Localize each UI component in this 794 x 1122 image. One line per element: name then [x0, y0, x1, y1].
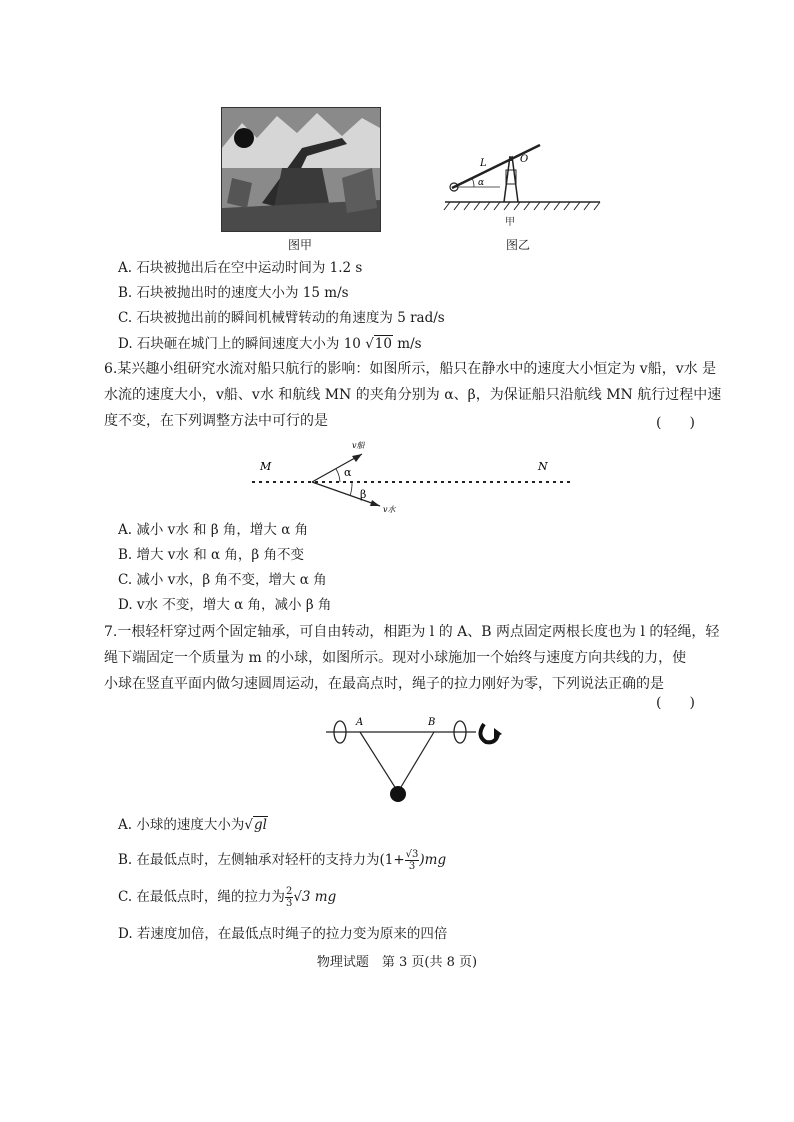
q5-option-d-radicand: 10: [374, 336, 392, 352]
q6-answer-bracket: ( ): [656, 415, 695, 431]
q6-point-M: M: [260, 460, 272, 473]
q5-option-b: B. 石块被抛出时的速度大小为 15 m/s: [118, 285, 349, 301]
fig-yi-alpha-label: α: [478, 178, 485, 188]
q6-stem-line-1: 6.某兴趣小组研究水流对船只航行的影响：如图所示，船只在静水中的速度大小恒定为 v船，v水 是: [104, 361, 717, 377]
q7-option-a-prefix: A. 小球的速度大小为: [118, 817, 245, 833]
q7-option-a: [118, 815, 268, 835]
q7-point-A: A: [356, 717, 364, 728]
fig-yi-caption: 图乙: [505, 238, 530, 252]
fig-yi-diagram: [440, 140, 605, 220]
trebuchet-photo-art: [222, 108, 380, 231]
q6-alpha-label: α: [344, 466, 352, 479]
q6-v-water-label: v水: [383, 505, 396, 514]
q7-stem: [104, 619, 720, 697]
q6-beta-label: β: [360, 488, 367, 501]
fig-yi-O-label: O: [520, 154, 529, 165]
q6-point-N: N: [538, 460, 548, 473]
q7-point-B: B: [428, 717, 436, 728]
q5-option-a: A. 石块被抛出后在空中运动时间为 1.2 s: [118, 260, 363, 276]
q7-option-c-frac-den: 3: [285, 898, 293, 909]
q6-option-d: D. v水 不变，增大 α 角，减小 β 角: [118, 597, 332, 613]
q7-option-b-fraction: [405, 849, 420, 872]
q7-stem-line-1: 7.一根轻杆穿过两个固定轴承，可自由转动，相距为 l 的 A、B 两点固定两根长度也为 l 的轻绳，轻: [104, 624, 720, 640]
q7-option-b-frac-den: 3: [408, 861, 416, 872]
fig-jia-caption: 图甲: [287, 238, 312, 252]
q6-stem-line-2: 水流的速度大小，v船、v水 和航线 MN 的夹角分别为 α、β，为保证船只沿航线 MN 航行过程中速: [104, 387, 722, 403]
q7-diagram: [300, 712, 520, 808]
q7-option-b: [118, 848, 446, 872]
sqrt-symbol: √: [365, 336, 374, 352]
q7-option-b-frac-num: √3: [405, 849, 419, 860]
q7-option-b-suffix: )mg: [419, 852, 447, 868]
q7-option-b-prefix: B. 在最低点时，左侧轴承对轻杆的支持力为(1+: [118, 852, 405, 868]
q7-stem-line-3: 小球在竖直平面内做匀速圆周运动，在最高点时，绳子的拉力刚好为零，下列说法正确的是: [104, 676, 664, 692]
q7-option-c: [118, 885, 336, 909]
q7-option-c-prefix: C. 在最低点时，绳的拉力为: [118, 889, 285, 905]
q6-v-boat-label: v船: [352, 441, 365, 450]
q6-stem-line-3: 度不变，在下列调整方法中可行的是: [104, 413, 328, 429]
q7-stem-line-2: 绳下端固定一个质量为 m 的小球，如图所示。现对小球施加一个始终与速度方向共线的力，使: [104, 650, 687, 666]
fig-yi-L-label: L: [480, 158, 487, 169]
trebuchet-photo: [221, 107, 381, 232]
q6-stem: [104, 356, 722, 434]
page-footer: 物理试题 第 3 页(共 8 页): [316, 955, 478, 970]
q5-option-d: [118, 334, 422, 354]
q7-option-c-frac-num: 2: [285, 886, 293, 897]
q6-option-a: A. 减小 v水 和 β 角，增大 α 角: [118, 522, 309, 538]
q7-option-d: D. 若速度加倍，在最低点时绳子的拉力变为原来的四倍: [118, 926, 448, 942]
q7-answer-bracket: ( ): [656, 695, 695, 711]
fig-yi-small-label: 甲: [505, 217, 515, 228]
q7-option-a-radicand: gl: [253, 817, 267, 833]
q6-diagram: [240, 436, 580, 526]
q5-option-c: C. 石块被抛出前的瞬间机械臂转动的角速度为 5 rad/s: [118, 310, 445, 326]
q6-option-b: B. 增大 v水 和 α 角，β 角不变: [118, 547, 305, 563]
sqrt-symbol: √: [244, 817, 253, 833]
q5-option-d-suffix: m/s: [392, 336, 422, 352]
q6-option-c: C. 减小 v水，β 角不变，增大 α 角: [118, 572, 327, 588]
q5-option-d-prefix: D. 石块砸在城门上的瞬间速度大小为 10: [118, 336, 366, 352]
q7-option-c-suffix: √3 mg: [293, 889, 337, 905]
